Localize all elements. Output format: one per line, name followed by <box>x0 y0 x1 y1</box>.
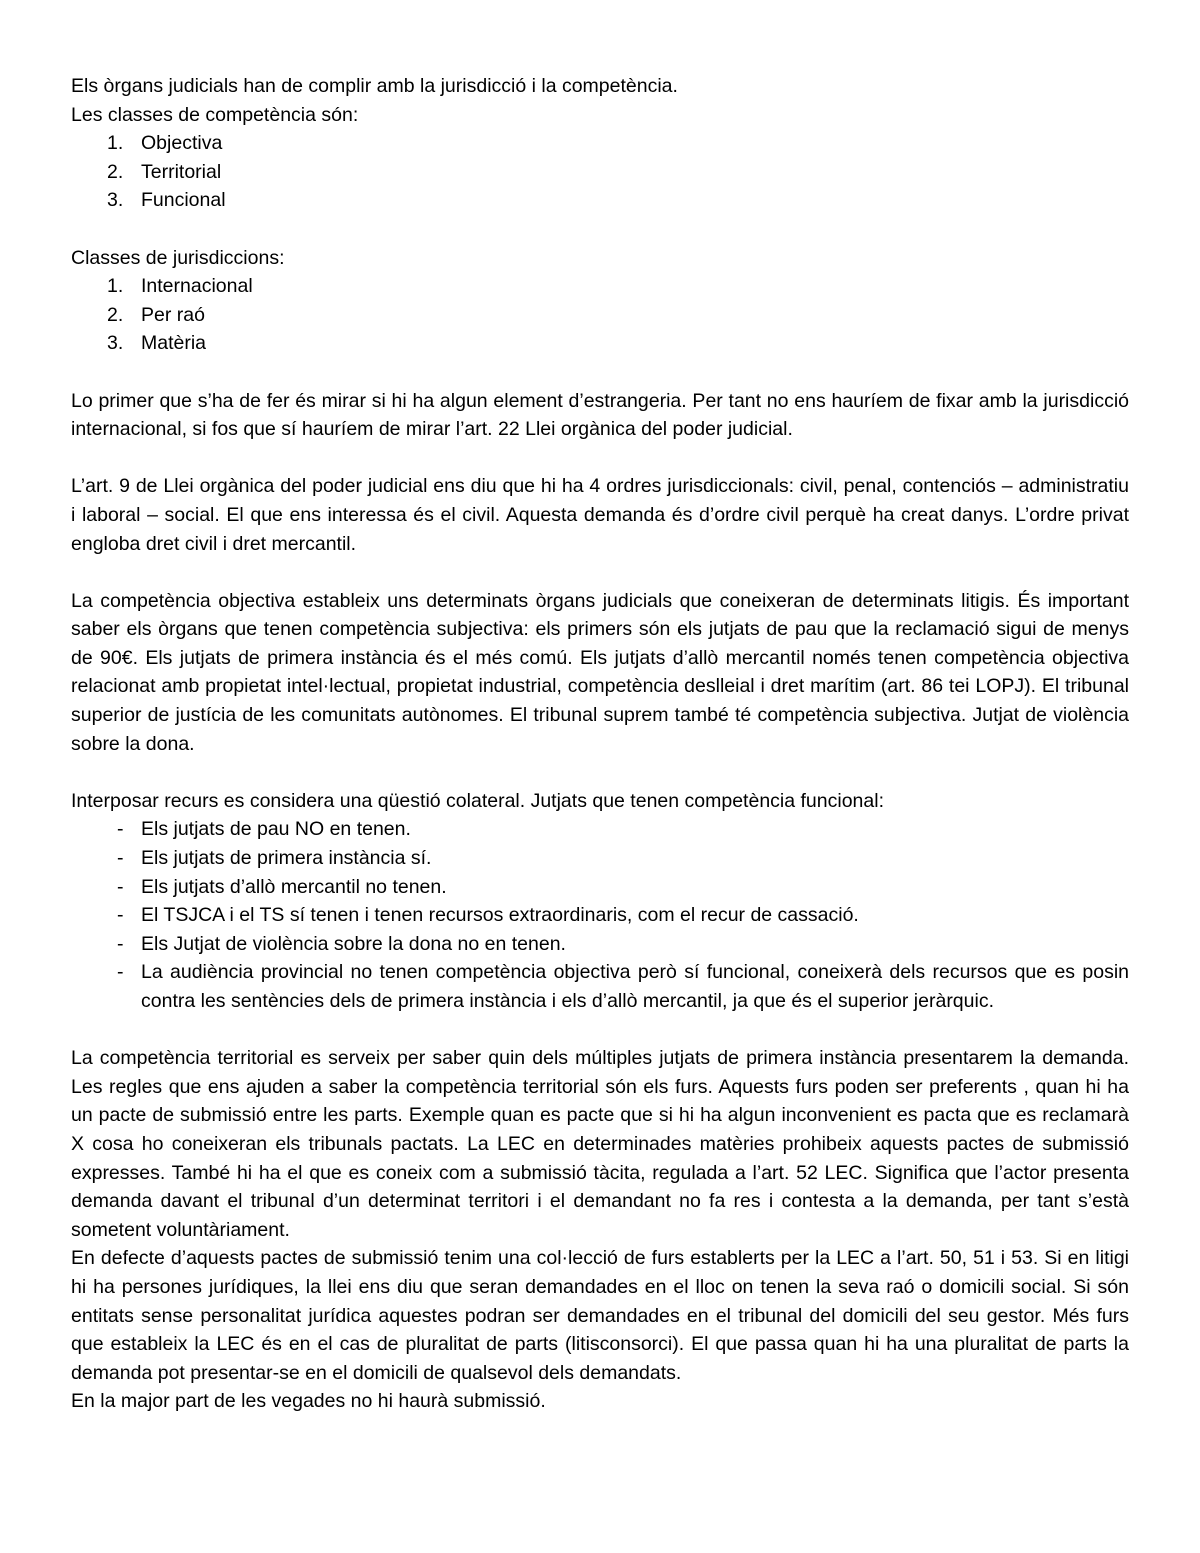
dash-marker: - <box>117 904 124 927</box>
paragraph-gap <box>71 758 1129 787</box>
list-item-text: Matèria <box>141 332 207 355</box>
list-item-text: Funcional <box>141 189 226 212</box>
list-item-text: Per raó <box>141 303 205 326</box>
document-page <box>71 72 1129 1416</box>
dash-marker: - <box>117 961 124 984</box>
dash-marker: - <box>117 932 124 955</box>
funcional-heading: Interposar recurs es considera una qüestió colateral. Jutjats que tenen competència funcional: <box>71 789 884 812</box>
list-number: 2. <box>107 160 124 183</box>
paragraph-defecte: En defecte d’aquests pactes de submissió tenim una col·lecció de furs establerts per la LEC a l’art. 50, 51 i 53. Si en litigi hi ha persones jurídiques, la llei ens diu que seran demandades en el lloc on tenen la seva raó o domicili social. Si són entitats sense personalitat jurídica aquestes podran ser demandades en el tribunal del domicili del seu gestor. Més furs que estableix la LEC és en el cas de pluralitat de parts (litisconsorci). El que passa quan hi ha una pluralitat de parts la demanda pot presentar-se en el domicili de qualsevol dels demandats. <box>71 1247 1129 1384</box>
paragraph-gap <box>71 215 1129 244</box>
intro-line-1: Els òrgans judicials han de complir amb la jurisdicció i la competència. <box>71 75 678 97</box>
list-item-text: Els Jutjat de violència sobre la dona no en tenen. <box>141 932 566 955</box>
list-item <box>71 901 1129 930</box>
paragraph-gap <box>71 358 1129 387</box>
list-item-text: Territorial <box>141 160 222 183</box>
list-item <box>71 958 1129 1015</box>
list-item-text: El TSJCA i el TS sí tenen i tenen recursos extraordinaris, com el recur de cassació. <box>141 904 859 927</box>
list-item-text: Objectiva <box>141 132 223 155</box>
list-number: 2. <box>107 303 124 326</box>
paragraph-estrangeria: Lo primer que s’ha de fer és mirar si hi ha algun element d’estrangeria. Per tant no ens hauríem de fixar amb la jurisdicció internacional, si fos que sí hauríem de mirar l’art. 22 Llei orgànica del poder judicial. <box>71 389 1129 441</box>
list-item <box>71 158 1129 187</box>
dash-marker: - <box>117 818 124 841</box>
list-number: 1. <box>107 132 124 155</box>
dash-marker: - <box>117 847 124 870</box>
list-item-text: Els jutjats de primera instància sí. <box>141 847 432 870</box>
competencia-classes-list <box>71 129 1129 215</box>
list-item <box>71 815 1129 844</box>
list-item-text: Els jutjats de pau NO en tenen. <box>141 818 411 841</box>
dash-marker: - <box>117 875 124 898</box>
list-item <box>71 329 1129 358</box>
paragraph-gap <box>71 444 1129 473</box>
jurisdiccions-heading: Classes de jurisdiccions: <box>71 246 285 269</box>
list-item <box>71 873 1129 902</box>
list-number: 3. <box>107 189 124 212</box>
paragraph-final: En la major part de les vegades no hi haurà submissió. <box>71 1390 546 1413</box>
list-item <box>71 272 1129 301</box>
list-item <box>71 129 1129 158</box>
list-number: 1. <box>107 275 124 298</box>
list-item-text: Els jutjats d’allò mercantil no tenen. <box>141 875 447 898</box>
jurisdiccions-list <box>71 272 1129 358</box>
list-item <box>71 844 1129 873</box>
paragraph-objectiva: La competència objectiva estableix uns determinats òrgans judicials que coneixeran de determinats litigis. És important saber els òrgans que tenen competència subjectiva: els primers són els jutjats de pau que la reclamació sigui de menys de 90€. Els jutjats de primera instància és el més comú. Els jutjats d’allò mercantil només tenen competència objectiva relacionat amb propietat intel·lectual, propietat industrial, competència deslleial i dret marítim (art. 86 tei LOPJ). El tribunal superior de justícia de les comunitats autònomes. El tribunal suprem també té competència subjectiva. Jutjat de violència sobre la dona. <box>71 589 1129 755</box>
paragraph-gap <box>71 558 1129 587</box>
paragraph-gap <box>71 1016 1129 1045</box>
list-item-text: Internacional <box>141 275 253 298</box>
funcional-list <box>71 815 1129 1015</box>
list-item <box>71 301 1129 330</box>
paragraph-territorial: La competència territorial es serveix per saber quin dels múltiples jutjats de primera instància presentarem la demanda. Les regles que ens ajuden a saber la competència territorial són els furs. Aquests furs poden ser preferents , quan hi ha un pacte de submissió entre les parts. Exemple quan es pacte que si hi ha algun inconvenient es pacta que es reclamarà X cosa ho coneixeran els tribunals pactats. La LEC en determinades matèries prohibeix aquests pactes de submissió expresses. També hi ha el que es coneix com a submissió tàcita, regulada a l’art. 52 LEC. Significa que l’actor presenta demanda davant el tribunal d’un determinat territori i el demandant no fa res i contesta a la demanda, per tant s’està sometent voluntàriament. <box>71 1047 1129 1241</box>
list-item <box>71 930 1129 959</box>
list-item <box>71 186 1129 215</box>
list-item-text: La audiència provincial no tenen competència objectiva però sí funcional, coneixerà dels recursos que es posin contra les sentències dels de primera instància i els d’allò mercantil, ja que és el superior jeràrquic. <box>141 961 1129 1012</box>
intro-line-2: Les classes de competència són: <box>71 103 359 126</box>
list-number: 3. <box>107 332 124 355</box>
paragraph-ordres: L’art. 9 de Llei orgànica del poder judicial ens diu que hi ha 4 ordres jurisdiccionals: civil, penal, contenciós – administratiu i laboral – social. El que ens interessa és el civil. Aquesta demanda és d’ordre civil perquè ha creat danys. L’ordre privat engloba dret civil i dret mercantil. <box>71 475 1129 555</box>
